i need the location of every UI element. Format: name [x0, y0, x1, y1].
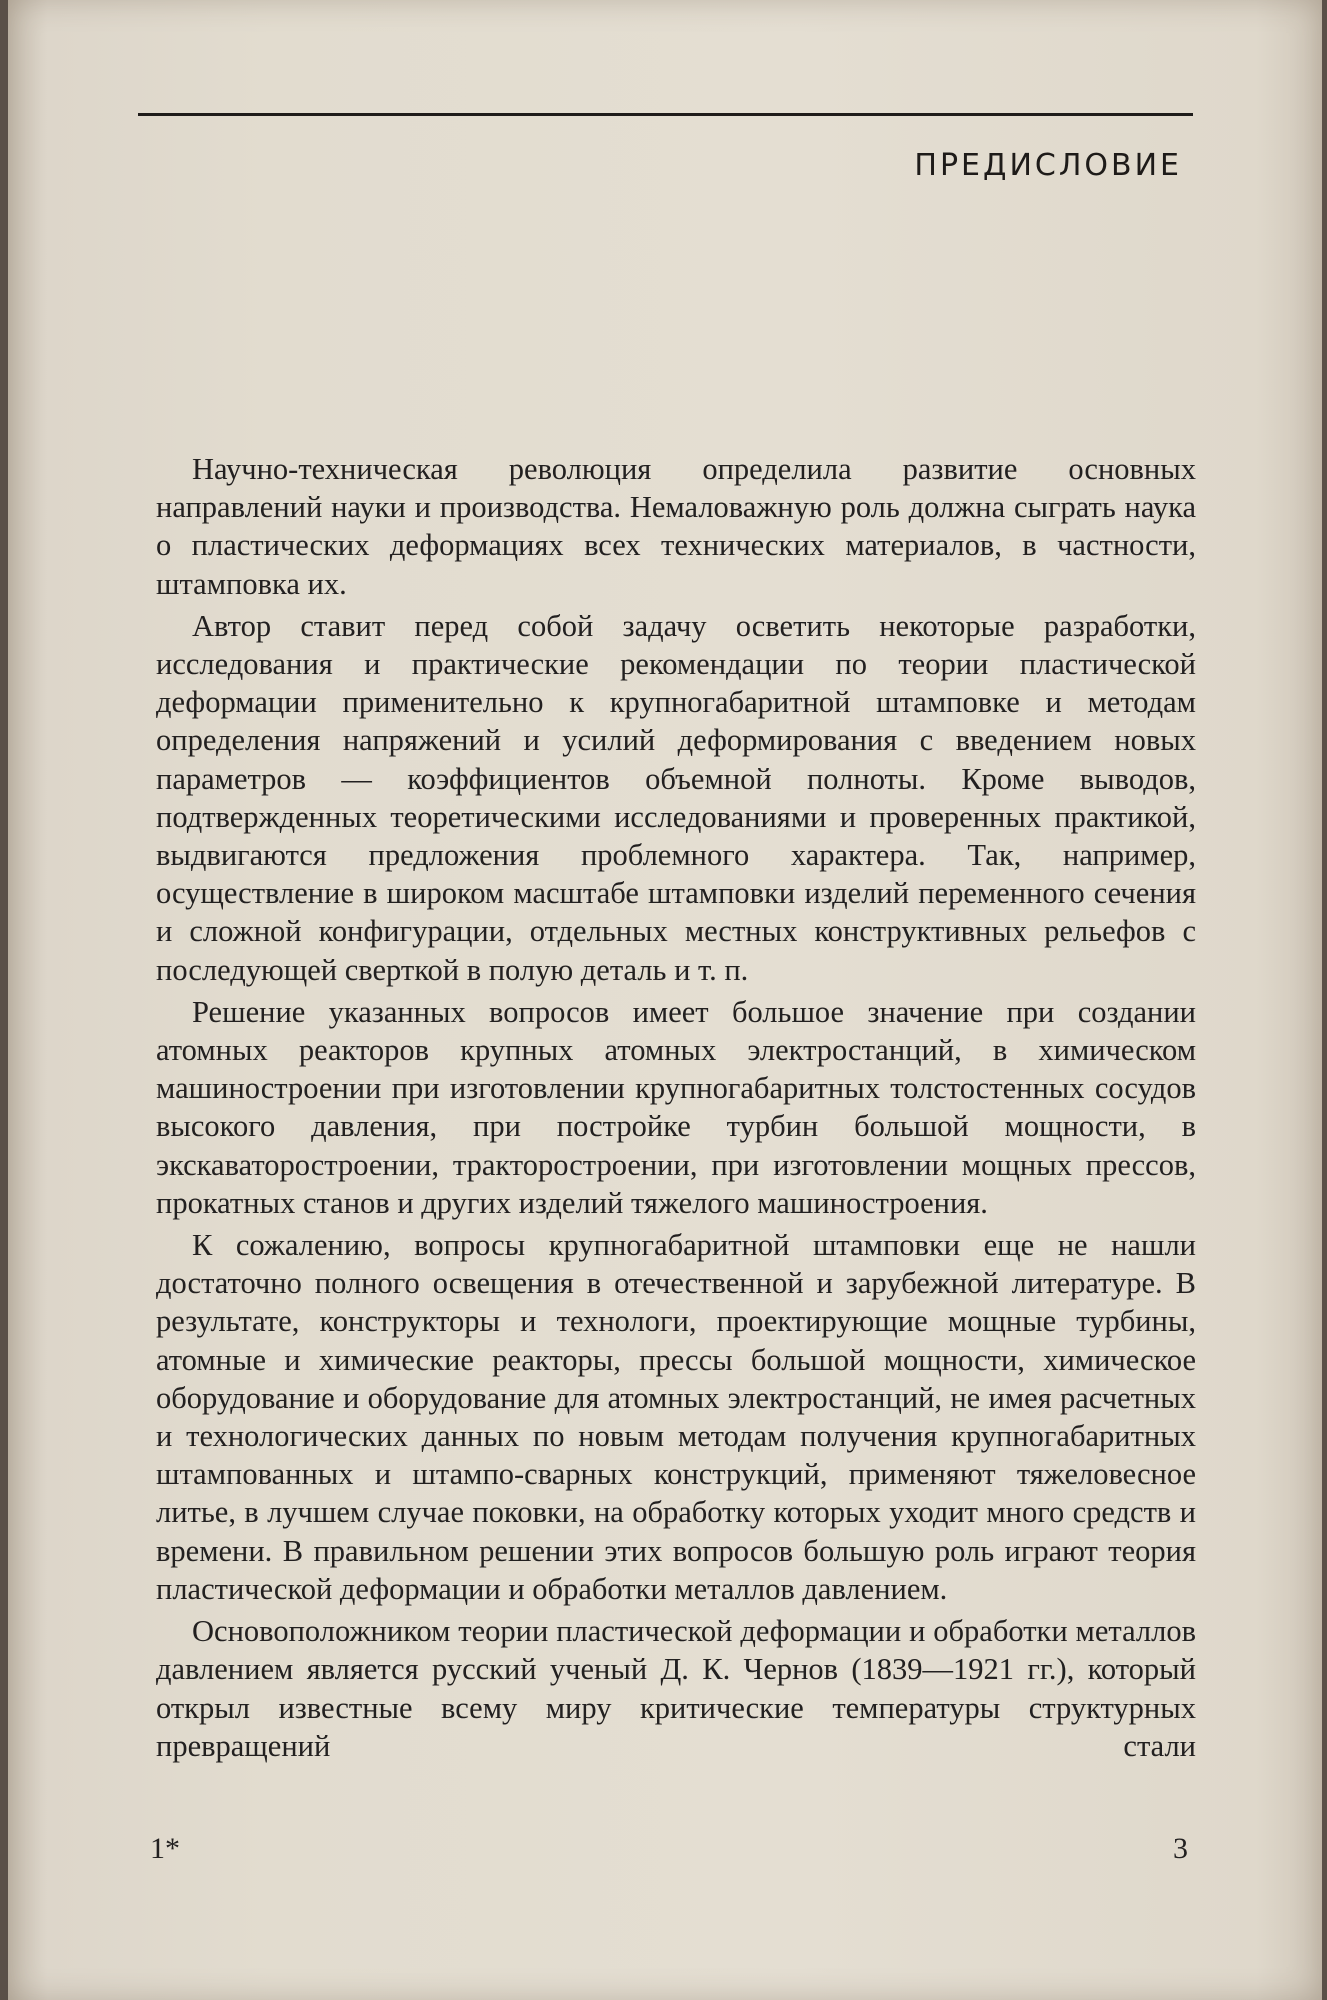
paragraph: Основоположником теории пластической деформации и обработки металлов давлением является русский ученый Д. К. Чернов (1839—1921 гг.), который открыл известные всему миру критические температуры структурных превращений стали	[156, 1614, 1196, 1763]
paragraph: К сожалению, вопросы крупногабаритной штамповки еще не нашли достаточно полного освещения в отечественной и зарубежной литературе. В результате, конструкторы и технологи, проектирующие мощные турбины, атомные и химические реакторы, прессы большой мощности, химическое оборудование и оборудование для атомных электростанций, не имея расчетных и технологических данных по новым методам получения крупногабаритных штампованных и штампо-сварных конструкций, применяют тяжеловесное литье, в лучшем случае поковки, на обработку которых уходит много средств и времени. В правильном решении этих вопросов большую роль играют теория пластической деформации и обработки металлов давлением.	[156, 1228, 1196, 1606]
body-text	[156, 450, 1196, 1769]
signature-mark: 1*	[150, 1832, 180, 1865]
page-number: 3	[1173, 1832, 1188, 1865]
paragraph: Научно-техническая революция определила развитие основных направлений науки и производства. Немаловажную роль должна сыграть наука о пластических деформациях всех технических материалов, в частности, штамповка их.	[156, 452, 1196, 601]
top-rule	[138, 113, 1193, 116]
page-heading: ПРЕДИСЛОВИЕ	[914, 148, 1182, 183]
book-page	[8, 0, 1322, 2000]
paragraph: Решение указанных вопросов имеет большое значение при создании атомных реакторов крупных атомных электростанций, в химическом машиностроении при изготовлении крупногабаритных толстостенных сосудов высокого давления, при постройке турбин большой мощности, в экскаваторостроении, тракторостроении, при изготовлении мощных прессов, прокатных станов и других изделий тяжелого машиностроения.	[156, 994, 1196, 1220]
paragraph: Автор ставит перед собой задачу осветить некоторые разработки, исследования и практические рекомендации по теории пластической деформации применительно к крупногабаритной штамповке и методам определения напряжений и усилий деформирования с введением новых параметров — коэффициентов объемной полноты. Кроме выводов, подтвержденных теоретическими исследованиями и проверенных практикой, выдвигаются предложения проблемного характера. Так, например, осуществление в широком масштабе штамповки изделий переменного сечения и сложной конфигурации, отдельных местных конструктивных рельефов с последующей сверткой в полую деталь и т. п.	[156, 608, 1196, 987]
